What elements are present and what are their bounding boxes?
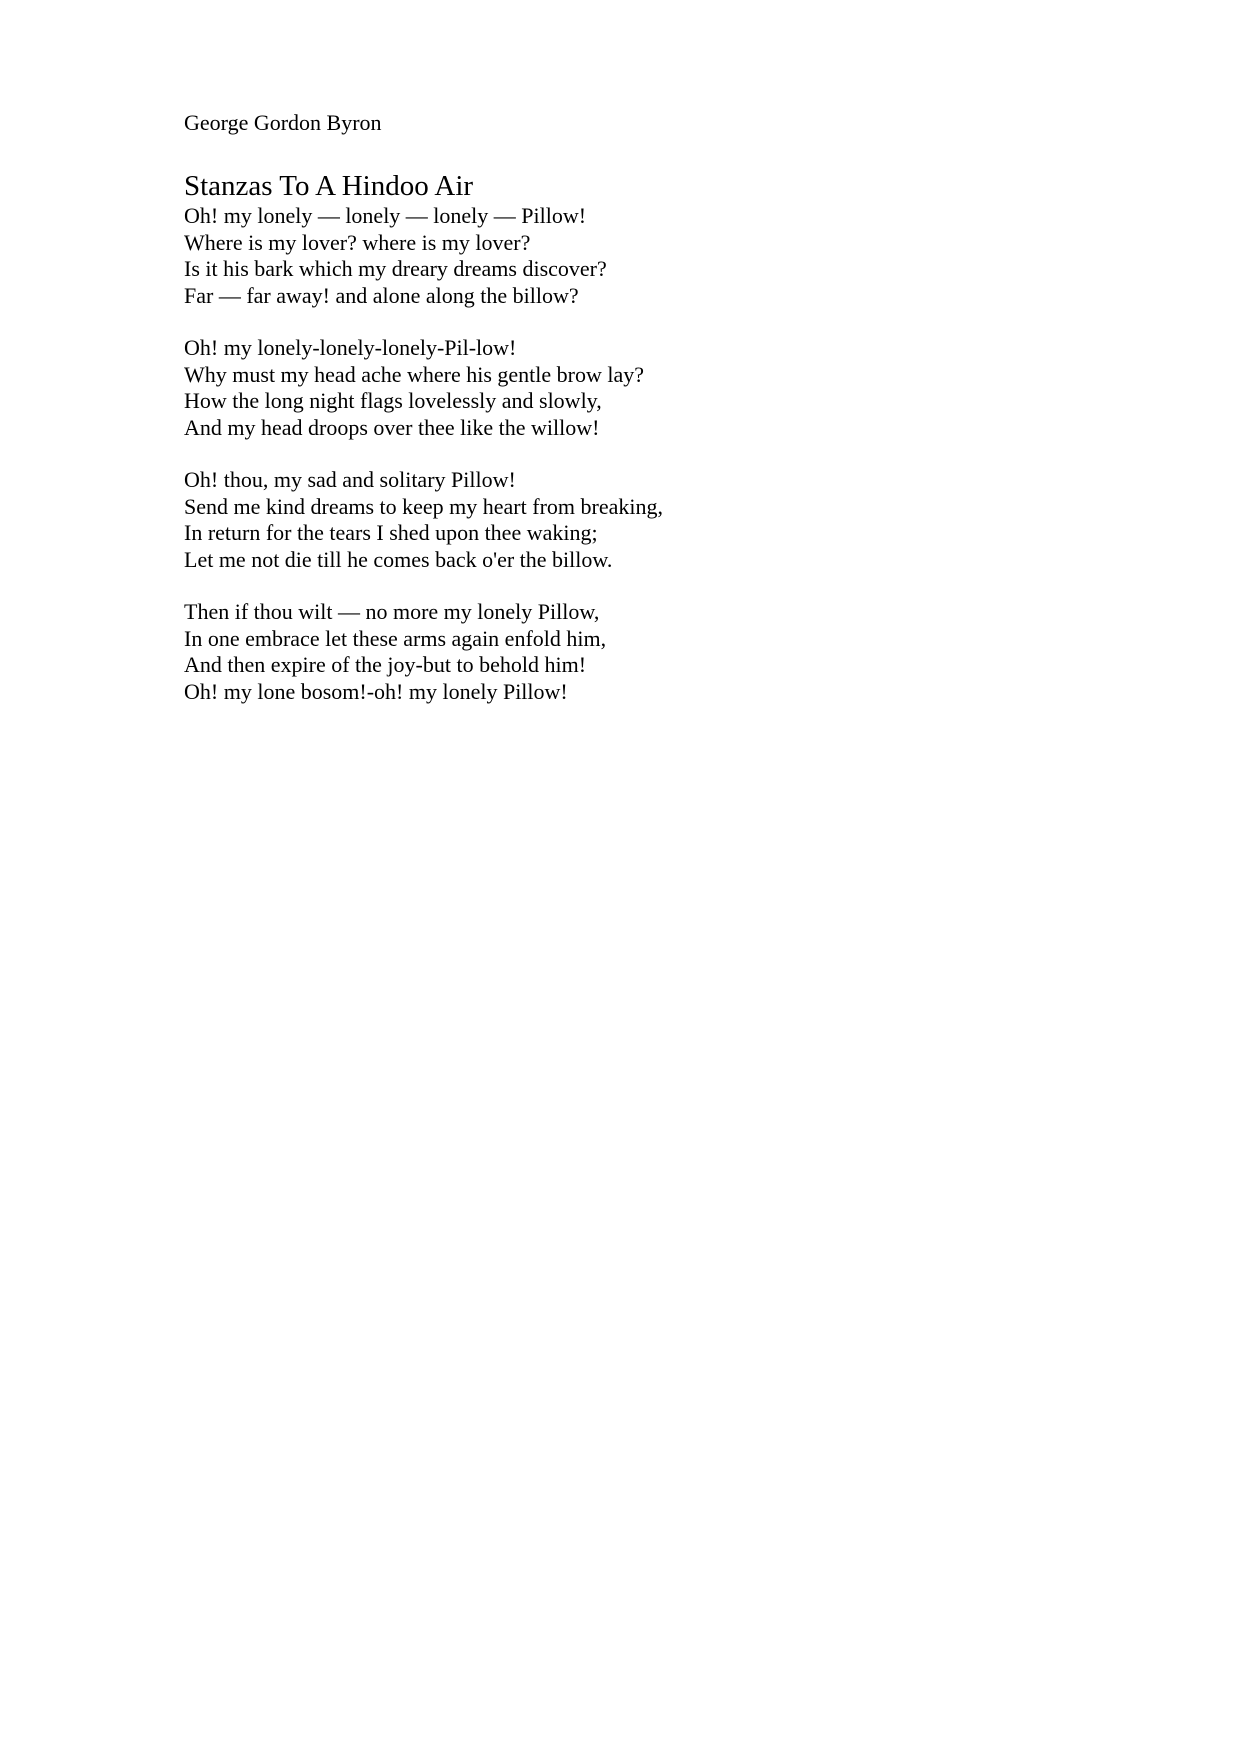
- document-page: [184, 107, 1084, 705]
- poem-line: Oh! my lonely-lonely-lonely-Pil-low!: [184, 335, 517, 360]
- author-name: George Gordon Byron: [184, 110, 382, 135]
- poem-line: Where is my lover? where is my lover?: [184, 229, 531, 255]
- poem-line: How the long night flags lovelessly and slowly,: [184, 388, 602, 413]
- poem-line: Then if thou wilt — no more my lonely Pillow,: [184, 599, 600, 624]
- poem-line: Let me not die till he comes back o'er the billow.: [184, 546, 613, 572]
- poem-line: Oh! thou, my sad and solitary Pillow!: [184, 467, 516, 492]
- poem-line: And then expire of the joy-but to behold him!: [184, 652, 587, 677]
- poem-line: Is it his bark which my dreary dreams discover?: [184, 256, 607, 281]
- poem-line: Send me kind dreams to keep my heart from breaking,: [184, 493, 663, 519]
- stanza: [184, 335, 1084, 441]
- stanza: [184, 203, 1084, 309]
- poem-line: In return for the tears I shed upon thee waking;: [184, 520, 598, 545]
- poem-line: Far — far away! and alone along the billow?: [184, 282, 579, 308]
- poem-line: Why must my head ache where his gentle brow lay?: [184, 361, 645, 387]
- poem-line: Oh! my lonely — lonely — lonely — Pillow!: [184, 203, 587, 228]
- stanza: [184, 467, 1084, 573]
- poem-title: Stanzas To A Hindoo Air: [184, 170, 474, 202]
- poem-line: Oh! my lone bosom!-oh! my lonely Pillow!: [184, 678, 568, 704]
- stanza: [184, 599, 1084, 705]
- poem-line: In one embrace let these arms again enfold him,: [184, 625, 607, 651]
- poem-line: And my head droops over thee like the willow!: [184, 414, 600, 440]
